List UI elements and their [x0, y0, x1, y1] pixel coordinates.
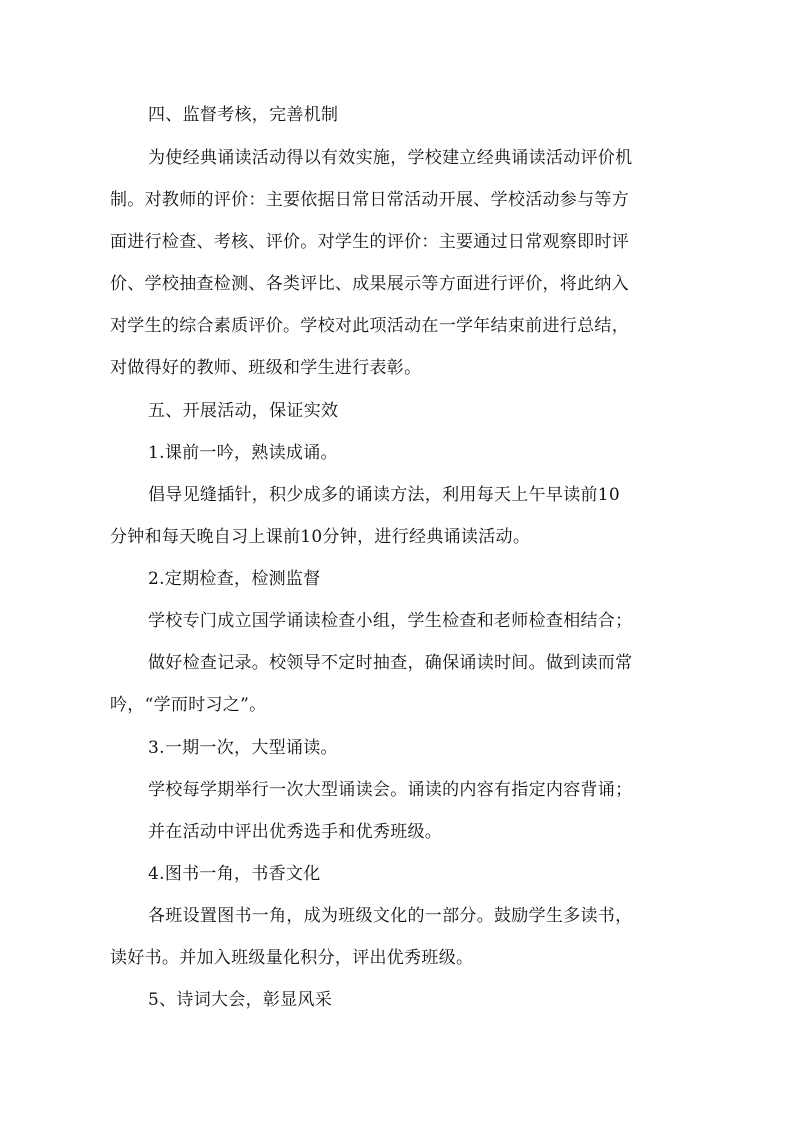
paragraph-line: 对学生的综合素质评价。学校对此项活动在一学年结束前进行总结，: [110, 316, 629, 336]
paragraph-line: 分钟和每天晚自习上课前10分钟，进行经典诵读活动。: [110, 527, 531, 547]
section-heading-supervision: 四、监督考核，完善机制: [148, 105, 339, 125]
paragraph-line: 为使经典诵读活动得以有效实施，学校建立经典诵读活动评价机: [148, 148, 633, 168]
section-heading-activities: 五、开展活动，保证实效: [148, 401, 339, 421]
paragraph-line: 面进行检查、考核、评价。对学生的评价：主要通过日常观察即时评: [110, 232, 629, 252]
paragraph-line: 制。对教师的评价：主要依据日常日常活动开展、学校活动参与等方: [110, 190, 629, 210]
paragraph-line: 各班设置图书一角，成为班级文化的一部分。鼓励学生多读书，: [148, 906, 633, 926]
paragraph-line: 吟，“学而时习之”。: [110, 695, 267, 715]
paragraph-line: 学校每学期举行一次大型诵读会。诵读的内容有指定内容背诵；: [148, 780, 633, 800]
subheading-3: 3.一期一次，大型诵读。: [148, 738, 338, 758]
paragraph-line: 做好检查记录。校领导不定时抽查，确保诵读时间。做到读而常: [148, 653, 633, 673]
subheading-2: 2.定期检查，检测监督: [148, 569, 321, 589]
subheading-4: 4.图书一角，书香文化: [148, 864, 321, 884]
subheading-5: 5、诗词大会，彰显风采: [148, 990, 333, 1010]
paragraph-line: 价、学校抽查检测、各类评比、成果展示等方面进行评价，将此纳入: [110, 274, 629, 294]
paragraph-line: 对做得好的教师、班级和学生进行表彰。: [110, 358, 422, 378]
paragraph-line: 读好书。并加入班级量化积分，评出优秀班级。: [110, 948, 474, 968]
subheading-1: 1.课前一吟，熟读成诵。: [148, 443, 338, 463]
paragraph-line: 倡导见缝插针，积少成多的诵读方法，利用每天上午早读前10: [148, 485, 621, 505]
paragraph-line: 学校专门成立国学诵读检查小组，学生检查和老师检查相结合；: [148, 611, 633, 631]
paragraph-line: 并在活动中评出优秀选手和优秀班级。: [148, 822, 443, 842]
